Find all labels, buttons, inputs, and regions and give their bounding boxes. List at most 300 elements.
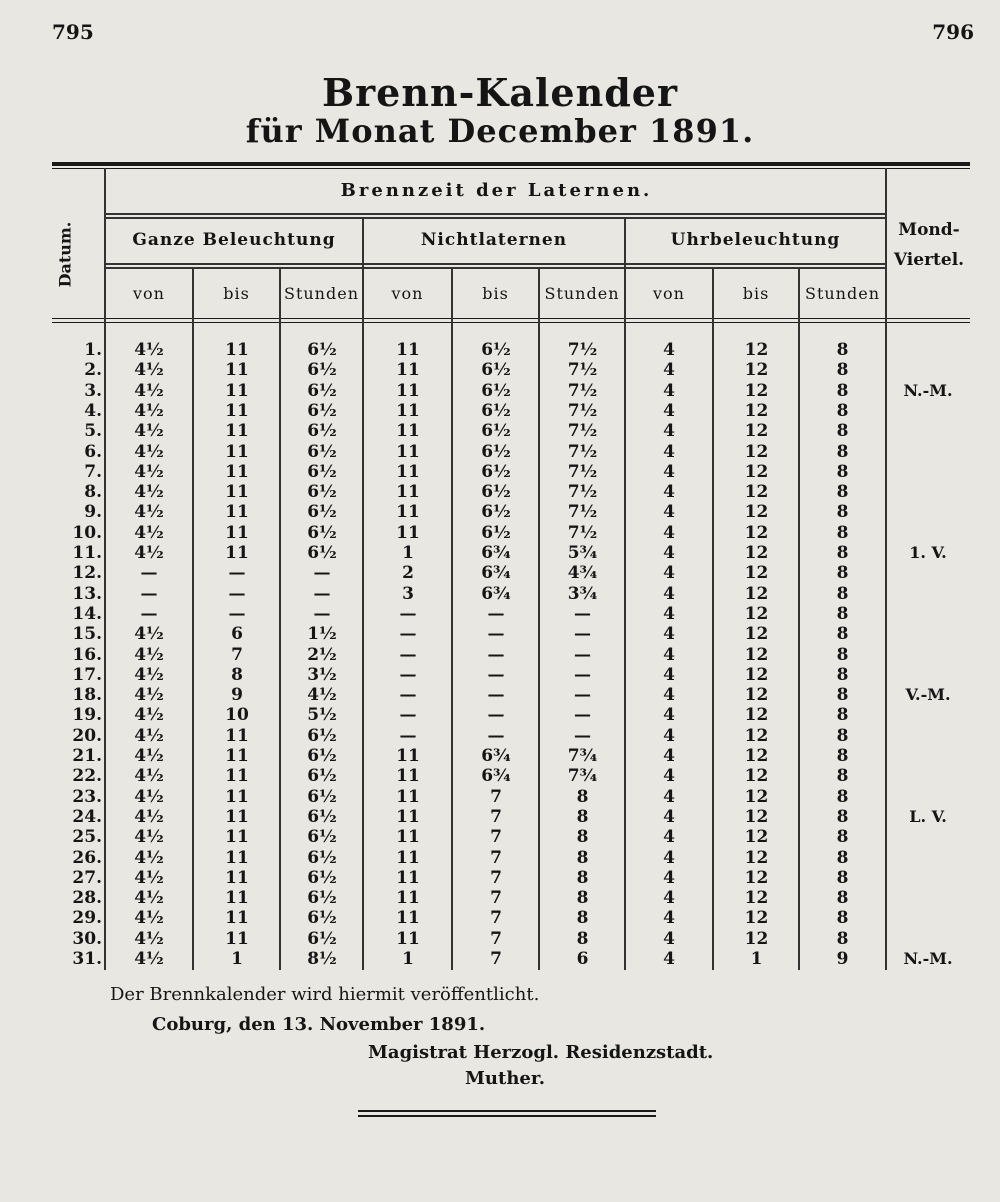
- nicht-bis-cell: 6¾: [481, 746, 511, 766]
- datum-cell: 22.: [72, 766, 102, 787]
- datum-cell: 21.: [72, 746, 102, 766]
- ganze-bis-cell: 11: [225, 867, 249, 888]
- nicht-stunden-cell: 7½: [567, 360, 598, 381]
- nicht-von-cell: 11: [396, 888, 420, 909]
- ganze-bis-cell: 11: [225, 746, 249, 766]
- ganze-von-cell: 4½: [134, 746, 164, 766]
- uhr-stunden-cell: 8: [836, 421, 849, 442]
- ganze-stunden-cell: 6½: [307, 360, 337, 381]
- uhr-von-cell: 4: [663, 603, 675, 624]
- uhr-bis-cell: 12: [744, 888, 769, 909]
- subheader-von: von: [653, 284, 685, 303]
- nicht-stunden-cell: 7½: [567, 482, 598, 503]
- uhr-stunden-cell: 8: [836, 725, 849, 746]
- datum-cell: 13.: [72, 583, 102, 604]
- uhr-von-cell: 4: [663, 847, 675, 868]
- ganze-stunden-cell: 6½: [307, 928, 337, 949]
- uhr-stunden-cell: 8: [836, 482, 849, 503]
- ganze-stunden-cell: 6½: [307, 867, 337, 888]
- subheader-stunden: Stunden: [544, 284, 620, 303]
- uhr-von-cell: 4: [663, 644, 675, 665]
- uhr-bis-cell: 12: [744, 928, 769, 949]
- ganze-bis-cell: 11: [225, 380, 249, 401]
- nicht-stunden-cell: —: [574, 603, 591, 624]
- ganze-von-cell: 4½: [134, 867, 164, 888]
- uhr-bis-cell: 12: [744, 725, 769, 746]
- ganze-bis-cell: 1: [231, 949, 243, 969]
- uhr-von-cell: 4: [663, 360, 675, 381]
- nicht-bis-cell: —: [487, 644, 505, 665]
- nicht-von-cell: —: [399, 705, 417, 726]
- nicht-stunden-cell: 8: [576, 928, 589, 949]
- datum-cell: 10.: [72, 522, 102, 543]
- uhr-von-cell: 4: [663, 685, 675, 706]
- nicht-von-cell: 3: [402, 583, 414, 604]
- uhr-bis-cell: 12: [744, 746, 769, 766]
- nicht-stunden-cell: 8: [576, 847, 589, 868]
- nicht-von-cell: 11: [396, 400, 420, 421]
- nicht-von-cell: 11: [396, 482, 420, 503]
- group-header-uhr: Uhrbeleuchtung: [670, 230, 841, 250]
- table-row: [52, 340, 970, 360]
- uhr-bis-cell: 12: [744, 644, 769, 665]
- nicht-stunden-cell: 6: [576, 949, 589, 969]
- uhr-stunden-cell: 8: [836, 746, 849, 766]
- uhr-stunden-cell: 8: [836, 888, 849, 909]
- uhr-stunden-cell: 8: [836, 664, 849, 685]
- mond-label-line1: Mond-: [898, 220, 960, 240]
- nicht-stunden-cell: 7½: [567, 522, 598, 543]
- nicht-bis-cell: 7: [490, 949, 502, 969]
- mond-cell: N.-M.: [903, 949, 953, 968]
- uhr-stunden-cell: 8: [836, 543, 849, 563]
- footer-signature: Muther.: [465, 1068, 545, 1089]
- ganze-von-cell: 4½: [134, 441, 164, 462]
- datum-cell: 17.: [72, 664, 102, 685]
- nicht-stunden-cell: 8: [576, 827, 589, 848]
- nicht-stunden-cell: —: [574, 664, 591, 685]
- ganze-bis-cell: 11: [225, 441, 249, 462]
- nicht-bis-cell: 7: [490, 806, 502, 827]
- nicht-bis-cell: 6½: [481, 441, 511, 462]
- nicht-bis-cell: 6¾: [481, 766, 511, 787]
- uhr-bis-cell: 12: [744, 583, 769, 604]
- uhr-bis-cell: 1: [750, 949, 763, 969]
- table-row: [52, 888, 970, 908]
- ganze-bis-cell: 11: [225, 543, 249, 563]
- nicht-von-cell: 11: [396, 908, 420, 929]
- ganze-stunden-cell: —: [313, 563, 331, 584]
- nicht-von-cell: 11: [396, 461, 420, 482]
- uhr-stunden-cell: 8: [836, 522, 849, 543]
- ganze-von-cell: 4½: [134, 522, 164, 543]
- nicht-von-cell: —: [399, 603, 417, 624]
- nicht-stunden-cell: —: [574, 685, 591, 706]
- ganze-stunden-cell: 4½: [307, 685, 337, 706]
- ganze-stunden-cell: 6½: [307, 543, 337, 563]
- nicht-bis-cell: 6½: [481, 400, 511, 421]
- ganze-stunden-cell: 2½: [307, 644, 337, 665]
- ganze-stunden-cell: 6½: [307, 746, 337, 766]
- page-title: Brenn-Kalender: [322, 70, 678, 115]
- nicht-stunden-cell: 7¾: [567, 766, 598, 787]
- table-row: [52, 807, 970, 827]
- ganze-bis-cell: 11: [225, 766, 249, 787]
- table-row: [52, 848, 970, 868]
- ganze-bis-cell: 10: [225, 705, 249, 726]
- ganze-bis-cell: 11: [225, 421, 249, 442]
- nicht-bis-cell: —: [487, 664, 505, 685]
- uhr-bis-cell: 12: [744, 603, 769, 624]
- table-row: [52, 584, 970, 604]
- uhr-bis-cell: 12: [744, 908, 769, 929]
- uhr-bis-cell: 12: [744, 705, 769, 726]
- datum-cell: 16.: [72, 644, 102, 665]
- uhr-bis-cell: 12: [744, 380, 769, 401]
- nicht-stunden-cell: 8: [576, 806, 589, 827]
- page-number-right: 796: [932, 20, 974, 44]
- uhr-stunden-cell: 8: [836, 786, 849, 807]
- ganze-stunden-cell: 6½: [307, 340, 337, 360]
- uhr-stunden-cell: 8: [836, 847, 849, 868]
- datum-cell: 30.: [72, 928, 102, 949]
- ganze-von-cell: 4½: [134, 664, 164, 685]
- nicht-von-cell: 11: [396, 502, 420, 523]
- uhr-von-cell: 4: [663, 522, 675, 543]
- ganze-stunden-cell: 6½: [307, 482, 337, 503]
- ganze-stunden-cell: 6½: [307, 522, 337, 543]
- nicht-bis-cell: —: [487, 705, 505, 726]
- nicht-bis-cell: 7: [490, 928, 502, 949]
- uhr-bis-cell: 12: [744, 685, 769, 706]
- uhr-stunden-cell: 8: [836, 806, 849, 827]
- uhr-von-cell: 4: [663, 421, 675, 442]
- uhr-bis-cell: 12: [744, 522, 769, 543]
- ganze-von-cell: 4½: [134, 360, 164, 381]
- uhr-bis-cell: 12: [744, 563, 769, 584]
- ganze-bis-cell: 11: [225, 827, 249, 848]
- ganze-bis-cell: —: [228, 563, 246, 584]
- datum-cell: 27.: [72, 867, 102, 888]
- main-header: Brennzeit der Laternen.: [340, 180, 653, 201]
- table-row: [52, 381, 970, 401]
- ganze-von-cell: 4½: [134, 949, 164, 969]
- uhr-bis-cell: 12: [744, 400, 769, 421]
- uhr-bis-cell: 12: [744, 867, 769, 888]
- ganze-bis-cell: 11: [225, 400, 249, 421]
- datum-cell: 8.: [84, 482, 102, 503]
- nicht-von-cell: 11: [396, 360, 420, 381]
- uhr-von-cell: 4: [663, 867, 675, 888]
- mond-cell: V.-M.: [905, 685, 951, 705]
- table-row: [52, 624, 970, 644]
- subheader-bis: bis: [482, 284, 509, 303]
- subheader-stunden: Stunden: [283, 284, 359, 303]
- nicht-stunden-cell: 7½: [567, 340, 598, 360]
- ganze-stunden-cell: 6½: [307, 766, 337, 787]
- mond-column-header: [886, 215, 972, 275]
- table-row: [52, 929, 970, 949]
- nicht-bis-cell: 6¾: [481, 583, 511, 604]
- ganze-bis-cell: 11: [225, 502, 249, 523]
- ganze-von-cell: 4½: [134, 400, 164, 421]
- ganze-bis-cell: 11: [225, 888, 249, 909]
- uhr-von-cell: 4: [663, 461, 675, 482]
- ganze-von-cell: 4½: [134, 340, 164, 360]
- table-row: [52, 726, 970, 746]
- uhr-bis-cell: 12: [744, 786, 769, 807]
- uhr-von-cell: 4: [663, 583, 675, 604]
- mond-label-line2: Viertel.: [893, 250, 965, 270]
- datum-column-header: Datum.: [55, 221, 75, 288]
- table-row: [52, 604, 970, 624]
- table-row: [52, 360, 970, 380]
- datum-cell: 2.: [84, 360, 102, 381]
- table-row: [52, 482, 970, 502]
- uhr-stunden-cell: 8: [836, 705, 849, 726]
- uhr-stunden-cell: 8: [836, 400, 849, 421]
- nicht-bis-cell: 7: [490, 867, 502, 888]
- subheader-stunden: Stunden: [804, 284, 880, 303]
- ganze-von-cell: 4½: [134, 827, 164, 848]
- ganze-von-cell: 4½: [134, 847, 164, 868]
- ganze-von-cell: —: [140, 563, 158, 584]
- uhr-bis-cell: 12: [744, 827, 769, 848]
- uhr-bis-cell: 12: [744, 664, 769, 685]
- table-row: [52, 827, 970, 847]
- ganze-von-cell: 4½: [134, 705, 164, 726]
- ganze-stunden-cell: 6½: [307, 400, 337, 421]
- uhr-stunden-cell: 8: [836, 583, 849, 604]
- datum-cell: 26.: [72, 847, 102, 868]
- subheader-von: von: [391, 284, 424, 303]
- nicht-bis-cell: 7: [490, 908, 502, 929]
- nicht-von-cell: 11: [396, 746, 420, 766]
- ganze-bis-cell: 11: [225, 908, 249, 929]
- datum-cell: 6.: [84, 441, 102, 462]
- uhr-bis-cell: 12: [744, 624, 769, 645]
- ganze-stunden-cell: 1½: [307, 624, 337, 645]
- ganze-von-cell: 4½: [134, 380, 164, 401]
- ganze-stunden-cell: 6½: [307, 502, 337, 523]
- uhr-bis-cell: 12: [744, 461, 769, 482]
- nicht-von-cell: 11: [396, 786, 420, 807]
- nicht-von-cell: 11: [396, 380, 420, 401]
- ganze-bis-cell: —: [228, 603, 246, 624]
- nicht-stunden-cell: 7½: [567, 502, 598, 523]
- uhr-von-cell: 4: [663, 786, 675, 807]
- uhr-von-cell: 4: [663, 806, 675, 827]
- uhr-stunden-cell: 8: [836, 441, 849, 462]
- uhr-stunden-cell: 8: [836, 827, 849, 848]
- ganze-bis-cell: 11: [225, 340, 249, 360]
- table-row: [52, 421, 970, 441]
- nicht-von-cell: —: [399, 624, 417, 645]
- nicht-bis-cell: 6½: [481, 482, 511, 503]
- datum-cell: 11.: [72, 543, 102, 563]
- table-row: [52, 787, 970, 807]
- ganze-von-cell: 4½: [134, 725, 164, 746]
- ganze-von-cell: 4½: [134, 766, 164, 787]
- uhr-bis-cell: 12: [744, 421, 769, 442]
- ganze-von-cell: 4½: [134, 888, 164, 909]
- ganze-stunden-cell: —: [313, 583, 331, 604]
- nicht-von-cell: 11: [396, 522, 420, 543]
- datum-cell: 1.: [84, 340, 102, 360]
- nicht-stunden-cell: 4¾: [567, 563, 598, 584]
- nicht-bis-cell: —: [487, 725, 505, 746]
- table-row: [52, 523, 970, 543]
- ganze-bis-cell: 11: [225, 482, 249, 503]
- footer-authority: Magistrat Herzogl. Residenzstadt.: [368, 1042, 714, 1063]
- uhr-bis-cell: 12: [744, 766, 769, 787]
- nicht-bis-cell: —: [487, 603, 505, 624]
- nicht-bis-cell: 7: [490, 888, 502, 909]
- ganze-von-cell: 4½: [134, 806, 164, 827]
- nicht-stunden-cell: —: [574, 725, 591, 746]
- uhr-von-cell: 4: [663, 482, 675, 503]
- nicht-bis-cell: —: [487, 624, 505, 645]
- nicht-von-cell: —: [399, 664, 417, 685]
- nicht-bis-cell: 7: [490, 827, 502, 848]
- footer-place-date: Coburg, den 13. November 1891.: [152, 1014, 486, 1035]
- uhr-stunden-cell: 9: [836, 949, 849, 969]
- group-header-ganze: Ganze Beleuchtung: [132, 230, 336, 250]
- nicht-stunden-cell: 7½: [567, 400, 598, 421]
- uhr-bis-cell: 12: [744, 502, 769, 523]
- nicht-von-cell: —: [399, 725, 417, 746]
- datum-cell: 14.: [72, 603, 102, 624]
- uhr-von-cell: 4: [663, 766, 675, 787]
- uhr-stunden-cell: 8: [836, 766, 849, 787]
- uhr-von-cell: 4: [663, 340, 675, 360]
- nicht-bis-cell: 6½: [481, 461, 511, 482]
- uhr-bis-cell: 12: [744, 360, 769, 381]
- nicht-von-cell: 11: [396, 827, 420, 848]
- ganze-von-cell: 4½: [134, 482, 164, 503]
- ganze-stunden-cell: 6½: [307, 380, 337, 401]
- ganze-stunden-cell: 3½: [307, 664, 337, 685]
- ganze-bis-cell: 11: [225, 786, 249, 807]
- nicht-von-cell: —: [399, 644, 417, 665]
- datum-cell: 24.: [72, 806, 102, 827]
- datum-cell: 9.: [84, 502, 102, 523]
- uhr-stunden-cell: 8: [836, 867, 849, 888]
- uhr-bis-cell: 12: [744, 806, 769, 827]
- ganze-bis-cell: —: [228, 583, 246, 604]
- table-row: [52, 908, 970, 928]
- nicht-von-cell: 1: [402, 949, 414, 969]
- ganze-von-cell: 4½: [134, 644, 164, 665]
- ganze-bis-cell: 11: [225, 360, 249, 381]
- uhr-von-cell: 4: [663, 543, 675, 563]
- ganze-stunden-cell: 6½: [307, 441, 337, 462]
- mond-cell: 1. V.: [909, 543, 947, 562]
- uhr-stunden-cell: 8: [836, 928, 849, 949]
- ganze-stunden-cell: 6½: [307, 908, 337, 929]
- nicht-stunden-cell: 8: [576, 786, 589, 807]
- nicht-stunden-cell: —: [574, 705, 591, 726]
- uhr-stunden-cell: 8: [836, 603, 849, 624]
- uhr-von-cell: 4: [663, 664, 675, 685]
- nicht-stunden-cell: —: [574, 644, 591, 665]
- ganze-stunden-cell: 6½: [307, 827, 337, 848]
- ganze-stunden-cell: 5½: [307, 705, 337, 726]
- ganze-stunden-cell: 6½: [307, 806, 337, 827]
- datum-cell: 12.: [72, 563, 102, 584]
- table-row: [52, 949, 970, 969]
- datum-cell: 29.: [72, 908, 102, 929]
- datum-cell: 28.: [72, 888, 102, 909]
- table-row: [52, 665, 970, 685]
- ganze-stunden-cell: 8½: [307, 949, 337, 969]
- ganze-bis-cell: 11: [225, 928, 249, 949]
- uhr-von-cell: 4: [663, 725, 675, 746]
- uhr-von-cell: 4: [663, 908, 675, 929]
- nicht-bis-cell: 6½: [481, 502, 511, 523]
- uhr-stunden-cell: 8: [836, 685, 849, 706]
- nicht-stunden-cell: 3¾: [567, 583, 598, 604]
- ganze-bis-cell: 11: [225, 725, 249, 746]
- nicht-stunden-cell: 8: [576, 867, 589, 888]
- ganze-von-cell: —: [140, 583, 158, 604]
- ganze-stunden-cell: 6½: [307, 421, 337, 442]
- ganze-bis-cell: 11: [225, 806, 249, 827]
- datum-cell: 23.: [72, 786, 102, 807]
- uhr-von-cell: 4: [663, 502, 675, 523]
- ganze-stunden-cell: 6½: [307, 786, 337, 807]
- nicht-stunden-cell: 7½: [567, 380, 598, 401]
- uhr-von-cell: 4: [663, 827, 675, 848]
- nicht-von-cell: 11: [396, 867, 420, 888]
- nicht-stunden-cell: 5¾: [567, 543, 598, 563]
- uhr-stunden-cell: 8: [836, 360, 849, 381]
- datum-cell: 31.: [72, 949, 102, 969]
- table-row: [52, 563, 970, 583]
- ganze-stunden-cell: 6½: [307, 461, 337, 482]
- table-row: [52, 705, 970, 725]
- uhr-von-cell: 4: [663, 380, 675, 401]
- ganze-stunden-cell: 6½: [307, 888, 337, 909]
- uhr-von-cell: 4: [663, 928, 675, 949]
- table-row: [52, 543, 970, 563]
- nicht-stunden-cell: 7¾: [567, 746, 598, 766]
- ganze-von-cell: 4½: [134, 543, 164, 563]
- nicht-bis-cell: 6½: [481, 340, 511, 360]
- uhr-von-cell: 4: [663, 563, 675, 584]
- uhr-bis-cell: 12: [744, 543, 769, 563]
- ganze-von-cell: 4½: [134, 786, 164, 807]
- ganze-bis-cell: 9: [231, 685, 243, 706]
- table-row: [52, 502, 970, 522]
- nicht-bis-cell: 6½: [481, 360, 511, 381]
- uhr-stunden-cell: 8: [836, 644, 849, 665]
- group-header-nicht: Nichtlaternen: [420, 230, 568, 250]
- uhr-von-cell: 4: [663, 441, 675, 462]
- uhr-von-cell: 4: [663, 888, 675, 909]
- page-number-left: 795: [52, 20, 94, 44]
- ganze-von-cell: 4½: [134, 624, 164, 645]
- ganze-bis-cell: 7: [231, 644, 243, 665]
- ganze-von-cell: 4½: [134, 928, 164, 949]
- table-row: [52, 746, 970, 766]
- table-row: [52, 766, 970, 786]
- nicht-stunden-cell: 7½: [567, 441, 598, 462]
- ganze-von-cell: 4½: [134, 685, 164, 706]
- nicht-stunden-cell: 8: [576, 888, 589, 909]
- datum-cell: 19.: [72, 705, 102, 726]
- datum-cell: 25.: [72, 827, 102, 848]
